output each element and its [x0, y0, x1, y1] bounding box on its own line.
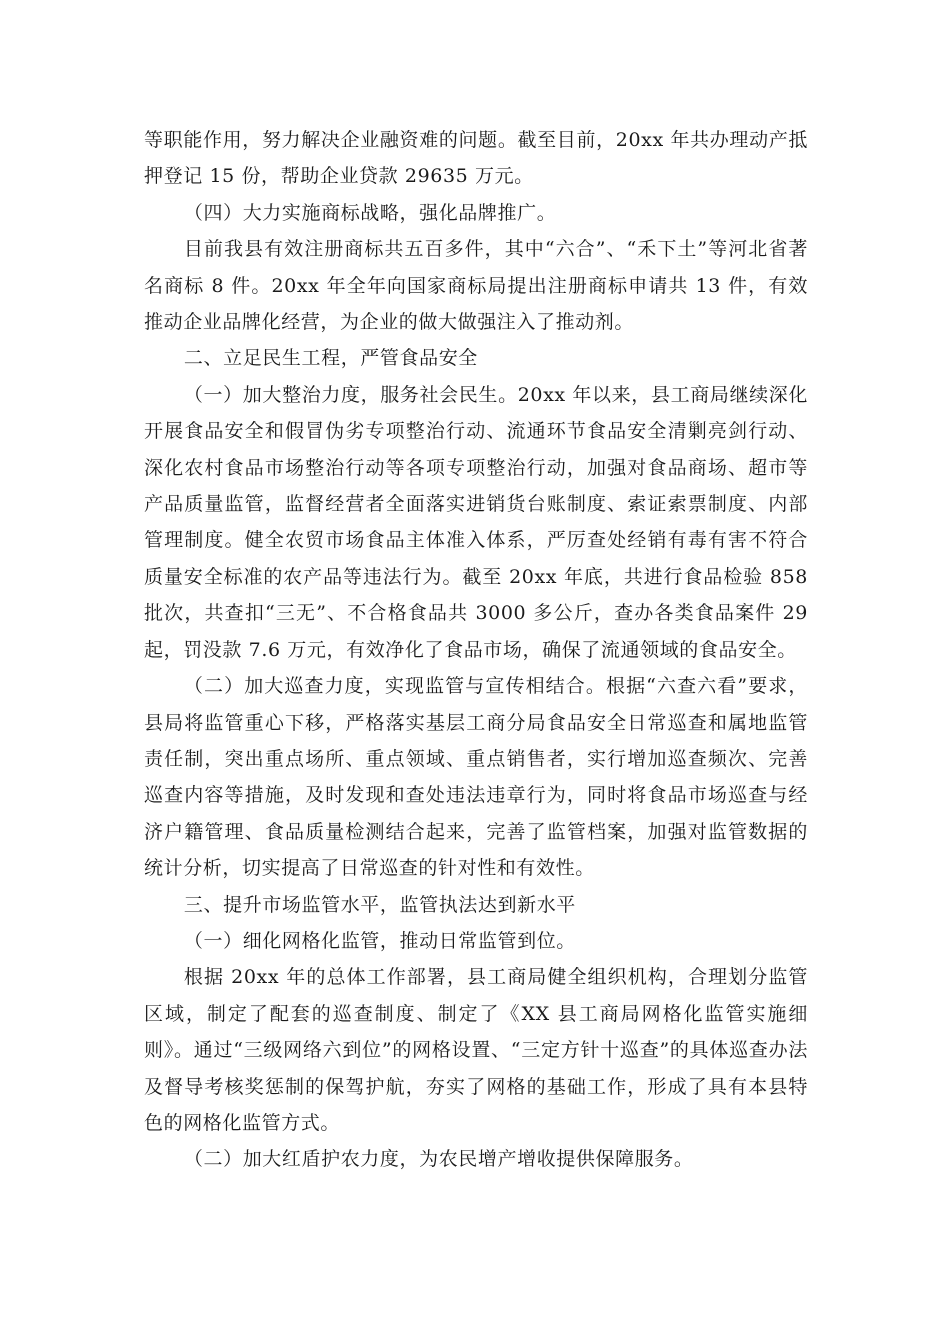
paragraph-rectification: （一）加大整治力度，服务社会民生。20xx 年以来，县工商局继续深化开展食品安全和假冒伪劣专项整治行动、流通环节食品安全清剿亮剑行动、深化农村食品市场整治行动等各项专项整治行动，加强对食品商场、超市等产品质量监管，监督经营者全面落实进销货台账制度、索证索票制度、内部管理制度。健全农贸市场食品主体准入体系，严厉查处经销有毒有害不符合质量安全标准的农产品等违法行为。截至 20xx 年底，共进行食品检验 858 批次，共查扣“三无”、不合格食品共 3000 多公斤，查办各类食品案件 29 起，罚没款 7.6 万元，有效净化了食品市场，确保了流通领域的食品安全。 — [144, 383, 808, 661]
heading-trademark-strategy: （四）大力实施商标战略，强化品牌推广。 — [183, 201, 557, 224]
paragraph-trademark-stats: 目前我县有效注册商标共五百多件，其中“六合”、“禾下土”等河北省著名商标 8 件。20xx 年全年向国家商标局提出注册商标申请共 13 件，有效推动企业品牌化经营，为企业的做大做强注入了推动剂。 — [144, 238, 808, 334]
paragraph-inspection: （二）加大巡查力度，实现监管与宣传相结合。根据“六查六看”要求，县局将监管重心下移，严格落实基层工商分局食品安全日常巡查和属地监管责任制，突出重点场所、重点领域、重点销售者，实行增加巡查频次、完善巡查内容等措施，及时发现和查处违法违章行为，同时将食品市场巡查与经济户籍管理、食品质量检测结合起来，完善了监管档案，加强对监管数据的统计分析，切实提高了日常巡查的针对性和有效性。 — [144, 675, 808, 880]
section-heading-food-safety: 二、立足民生工程，严管食品安全 — [183, 347, 478, 370]
heading-red-shield-agriculture: （二）加大红盾护农力度，为农民增产增收提供保障服务。 — [183, 1148, 694, 1171]
paragraph-financing-continuation: 等职能作用，努力解决企业融资难的问题。截至目前，20xx 年共办理动产抵押登记 15 份，帮助企业贷款 29635 万元。 — [144, 129, 808, 188]
document-body — [144, 122, 808, 1178]
section-heading-market-supervision: 三、提升市场监管水平，监管执法达到新水平 — [183, 893, 576, 916]
heading-grid-supervision: （一）细化网格化监管，推动日常监管到位。 — [183, 929, 576, 952]
paragraph-grid-supervision: 根据 20xx 年的总体工作部署，县工商局健全组织机构，合理划分监管区域，制定了配套的巡查制度、制定了《XX 县工商局网格化监管实施细则》。通过“三级网络六到位”的网格设置、“三定方针十巡查”的具体巡查办法及督导考核奖惩制的保驾护航，夯实了网格的基础工作，形成了具有本县特色的网格化监管方式。 — [144, 966, 808, 1134]
